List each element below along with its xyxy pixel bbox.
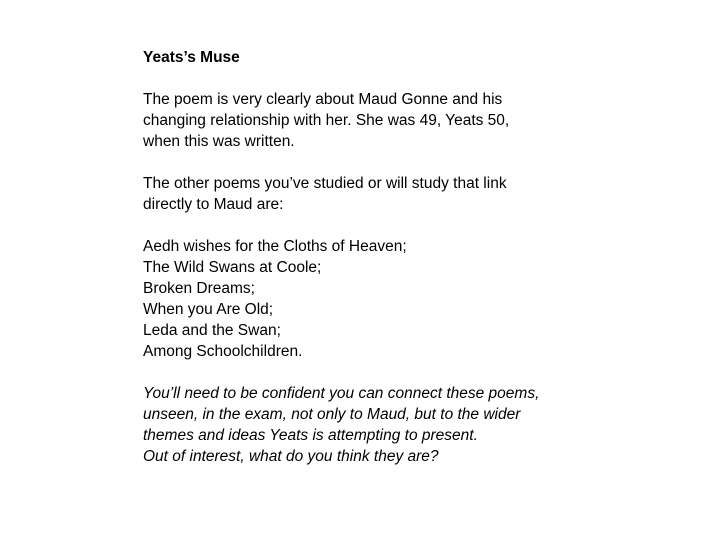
poem-list (143, 236, 703, 362)
poem-list-item: The Wild Swans at Coole; (143, 259, 322, 276)
slide-content (143, 47, 703, 467)
other-poems-line: The other poems you’ve studied or will study that link (143, 175, 507, 192)
closing-line: unseen, in the exam, not only to Maud, but to the wider (143, 406, 521, 423)
spacer (143, 215, 703, 236)
poem-list-item: Leda and the Swan; (143, 322, 281, 339)
poem-list-item: Aedh wishes for the Cloths of Heaven; (143, 238, 407, 255)
closing-line: You’ll need to be confident you can connect these poems, (143, 385, 540, 402)
spacer (143, 152, 703, 173)
slide-title: Yeats’s Muse (143, 49, 240, 66)
intro-paragraph (143, 89, 703, 152)
other-poems-line: directly to Maud are: (143, 196, 284, 213)
closing-line: Out of interest, what do you think they are? (143, 448, 439, 465)
poem-list-item: Broken Dreams; (143, 280, 255, 297)
spacer (143, 68, 703, 89)
other-poems-paragraph (143, 173, 703, 215)
intro-line: changing relationship with her. She was 49, Yeats 50, (143, 112, 510, 129)
intro-line: The poem is very clearly about Maud Gonne and his (143, 91, 503, 108)
intro-line: when this was written. (143, 133, 295, 150)
closing-paragraph (143, 383, 703, 467)
spacer (143, 362, 703, 383)
poem-list-item: Among Schoolchildren. (143, 343, 303, 360)
poem-list-item: When you Are Old; (143, 301, 274, 318)
closing-line: themes and ideas Yeats is attempting to present. (143, 427, 478, 444)
